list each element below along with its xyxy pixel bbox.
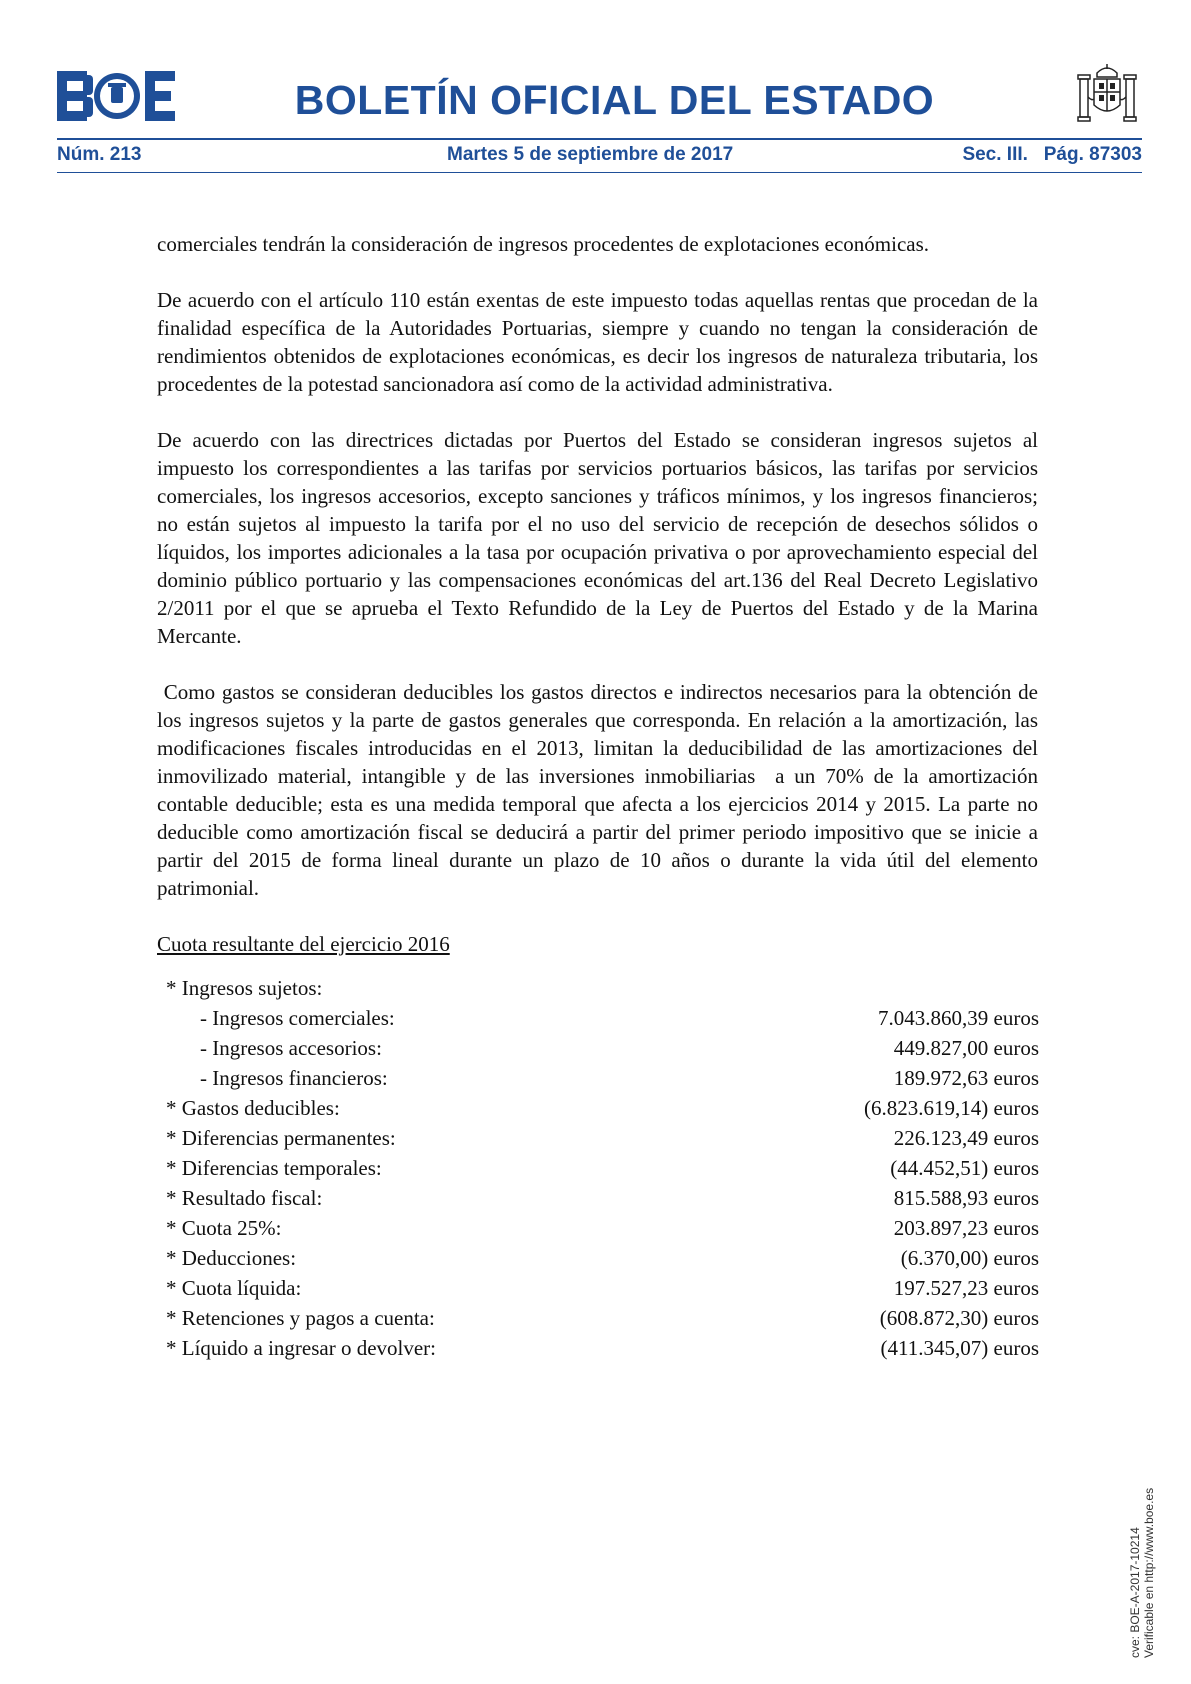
row-value: 189.972,63 euros [893,1066,1039,1090]
document-body [157,230,1044,1364]
verification-url: Verificable en http://www.boe.es [1142,1487,1156,1658]
table-row [166,1184,1039,1214]
table-row [166,1094,1039,1124]
boe-logo [57,71,177,121]
header-top-rule [57,138,1142,140]
header-bottom-rule [57,172,1142,173]
issue-date: Martes 5 de septiembre de 2017 [447,144,734,165]
paragraph: Como gastos se consideran deducibles los gastos directos e indirectos necesarios para la obtención de los ingresos sujetos y la parte de gastos generales que corresponda. En relación a la amortización, las modificaciones fiscales introducidas en el 2013, limitan la deducibilidad de las amortizaciones del inmovilizado material, intangible y de las inversiones inmobiliarias a un 70% de la amortización contable deducible; esta es una medida temporal que afecta a los ejercicios 2014 y 2015. La parte no deducible como amortización fiscal se deducirá a partir del primer periodo impositivo que se inicie a partir del 2015 de forma lineal durante un plazo de 10 años o durante la vida útil del elemento patrimonial. [157,680,1044,900]
row-label: * Resultado fiscal: [166,1186,323,1210]
table-row [166,1004,1039,1034]
row-value: (608.872,30) euros [879,1306,1039,1330]
section-page: Sec. III. Pág. 87303 [962,144,1142,165]
issue-info-row [57,142,1142,168]
row-label: * Líquido a ingresar o devolver: [166,1336,437,1360]
paragraph: De acuerdo con el artículo 110 están exentas de este impuesto todas aquellas rentas que procedan de la finalidad específica de la Autoridades Portuarias, siempre y cuando no tengan la consideración de rendimientos obtenidos de explotaciones económicas, es decir los ingresos de naturaleza tributaria, los procedentes de la potestad sancionadora así como de la actividad administrativa. [157,288,1038,396]
page-header [57,66,1142,132]
page-title: BOLETÍN OFICIAL DEL ESTADO [294,77,935,123]
row-label: - Ingresos accesorios: [200,1036,382,1060]
row-value: 7.043.860,39 euros [878,1006,1039,1030]
row-label: * Cuota 25%: [166,1216,282,1240]
row-value: 449.827,00 euros [893,1036,1039,1060]
row-value: (44.452,51) euros [890,1156,1039,1180]
row-label: * Cuota líquida: [166,1276,302,1300]
table-row [166,1214,1039,1244]
row-value: (6.823.619,14) euros [864,1096,1039,1120]
verification-sidebar [1128,1418,1156,1658]
table-row [166,1124,1039,1154]
row-label: * Ingresos sujetos: [166,976,323,1000]
cuota-heading: Cuota resultante del ejercicio 2016 [157,932,450,956]
row-label: * Deducciones: [166,1246,297,1270]
table-row [166,974,1039,1004]
row-value [696,974,1039,1004]
table-row [166,1064,1039,1094]
row-label: * Diferencias temporales: [166,1156,382,1180]
row-value: 815.588,93 euros [893,1186,1039,1210]
row-label: - Ingresos financieros: [200,1066,388,1090]
paragraph: comerciales tendrán la consideración de ingresos procedentes de explotaciones económicas. [157,232,930,256]
table-row [166,1304,1039,1334]
table-row [166,1154,1039,1184]
cve-code: cve: BOE-A-2017-10214 [1128,1527,1142,1658]
table-row [166,1274,1039,1304]
table-row [166,1034,1039,1064]
row-label: * Diferencias permanentes: [166,1126,396,1150]
issue-number: Núm. 213 [57,144,142,165]
row-label: * Gastos deducibles: [166,1096,340,1120]
row-label: * Retenciones y pagos a cuenta: [166,1306,435,1330]
row-value: 226.123,49 euros [893,1126,1039,1150]
table-row [166,1244,1039,1274]
row-value: (6.370,00) euros [900,1246,1039,1270]
row-value: 197.527,23 euros [893,1276,1039,1300]
paragraph: De acuerdo con las directrices dictadas por Puertos del Estado se consideran ingresos sujetos al impuesto los correspondientes a las tarifas por servicios portuarios básicos, las tarifas por servicios comerciales, los ingresos accesorios, excepto sanciones y tráficos mínimos, y los ingresos financieros; no están sujetos al impuesto la tarifa por el no uso del servicio de recepción de desechos sólidos o líquidos, los importes adicionales a la tasa por ocupación privativa o por aprovechamiento especial del dominio público portuario y las compensaciones económicas del art.136 del Real Decreto Legislativo 2/2011 por el que se aprueba el Texto Refundido de la Ley de Puertos del Estado y de la Marina Mercante. [157,428,1038,648]
table-row [166,1334,1039,1364]
row-value: 203.897,23 euros [893,1216,1039,1240]
cuota-table [166,974,1039,1364]
row-value: (411.345,07) euros [880,1336,1039,1360]
row-label: - Ingresos comerciales: [200,1006,395,1030]
coat-of-arms-icon [1072,61,1142,131]
